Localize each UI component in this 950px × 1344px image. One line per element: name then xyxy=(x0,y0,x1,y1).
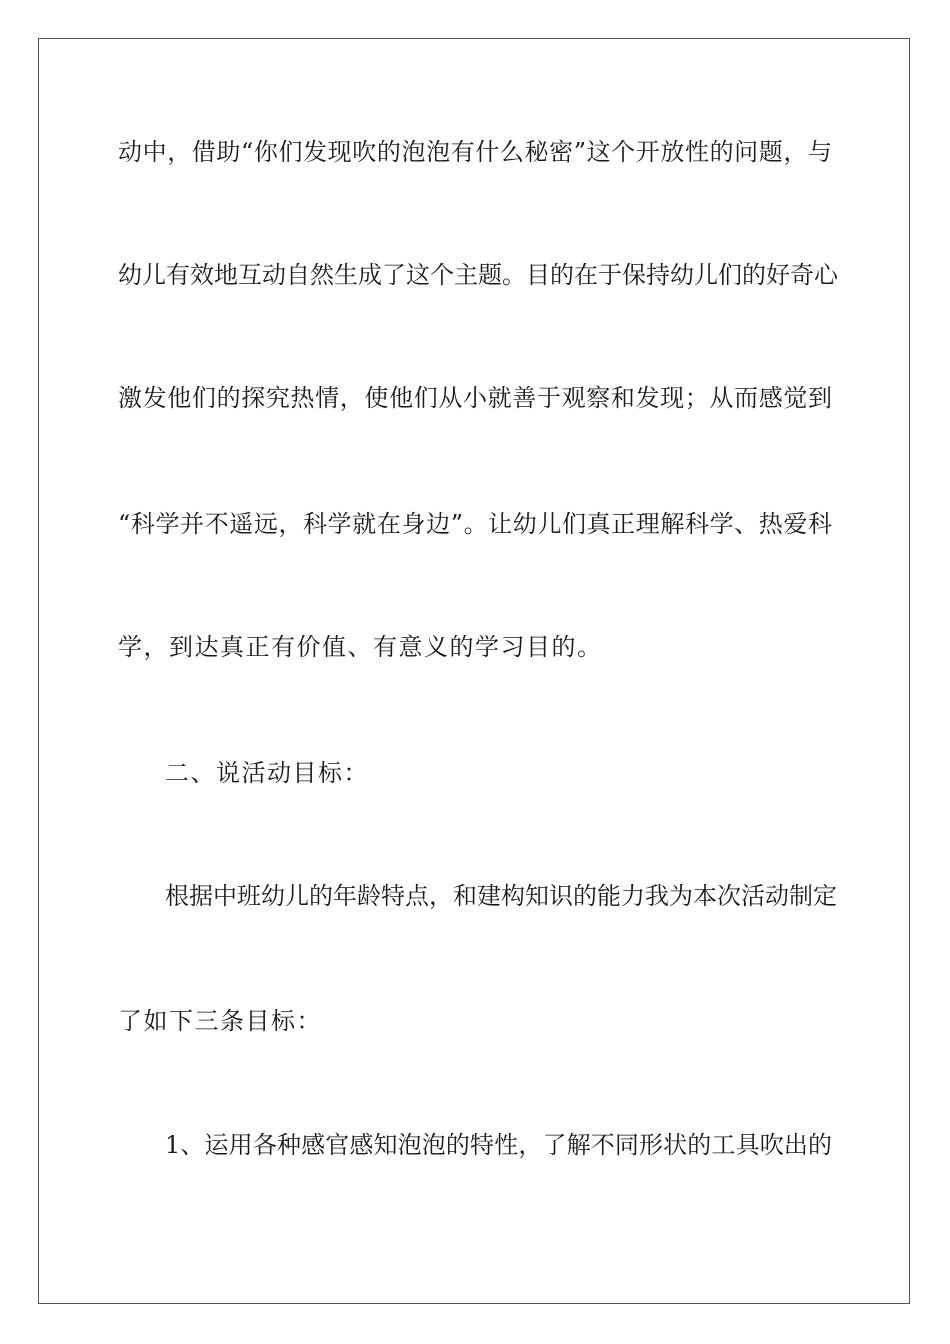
paragraph-line: 根据中班幼儿的年龄特点，和建构知识的能力我为本次活动制定 xyxy=(165,882,837,910)
section-heading: 二、说活动目标： xyxy=(165,759,369,787)
paragraph-line: 动中，借助“你们发现吹的泡泡有什么秘密”这个开放性的问题，与 xyxy=(118,138,832,166)
paragraph-line: 学，到达真正有价值、有意义的学习目的。 xyxy=(118,633,603,661)
paragraph-line: 了如下三条目标： xyxy=(118,1007,322,1035)
paragraph-line: 激发他们的探究热情，使他们从小就善于观察和发现；从而感觉到 xyxy=(118,384,832,412)
list-item-line: 1、运用各种感官感知泡泡的特性，了解不同形状的工具吹出的 xyxy=(165,1131,832,1159)
paragraph-line: 幼儿有效地互动自然生成了这个主题。目的在于保持幼儿们的好奇心 xyxy=(118,261,838,289)
paragraph-line: “科学并不遥远，科学就在身边”。让幼儿们真正理解科学、热爱科 xyxy=(118,510,832,538)
page-border xyxy=(38,38,910,1304)
